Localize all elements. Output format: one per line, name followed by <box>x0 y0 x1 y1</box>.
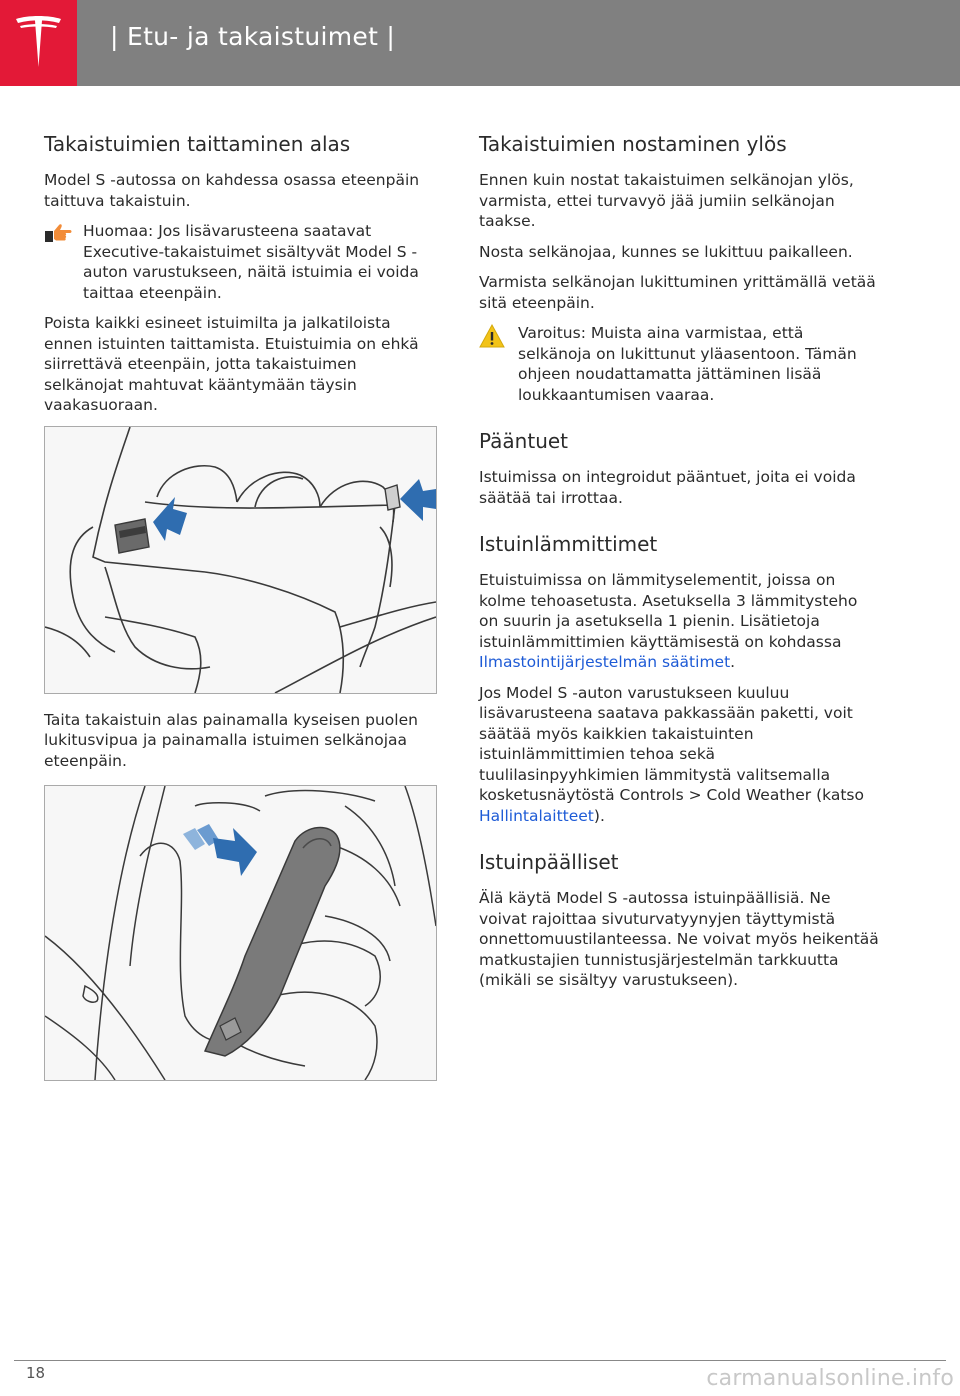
heading-seat-covers: Istuinpäälliset <box>479 850 619 874</box>
warning-text: Varoitus: Muista aina varmistaa, että selkänoja on lukittunut yläasentoon. Tämän ohjeen noudattamatta jättäminen lisää loukkaantumisen vaaraa. <box>518 324 857 404</box>
paragraph: Poista kaikki esineet istuimilta ja jalkatiloista ennen istuinten taittamista. Etuistuimia on ehkä siirrettävä eteenpäin, jotta takaistuimen selkänojat mahtuvat kääntymään täysin vaakasuoraan. <box>44 314 419 414</box>
paragraph: Taita takaistuin alas painamalla kyseisen puolen lukitusvipua ja painamalla istuimen selkänojaa eteenpäin. <box>44 710 418 770</box>
paragraph: Etuistuimissa on lämmityselementit, joissa on kolme tehoasetusta. Asetuksella 3 lämmitysteho on suurin ja asetuksella 1 pienin. Lisätietoja istuinlämmittimien käyttämisestä on kohdassa Ilmastointijärjestelmän säätimet. <box>479 571 858 671</box>
heading-raise-up: Takaistuimien nostaminen ylös <box>479 132 787 156</box>
paragraph: Älä käytä Model S -autossa istuinpäällisiä. Ne voivat rajoittaa sivuturvatyynyjen täyttymistä onnettomuustilanteessa. Ne voivat myös heikentää matkustajien tunnistusjärjestelmän tarkkuutta (mikäli se sisältyy varustukseen). <box>479 889 879 989</box>
paragraph: Model S -autossa on kahdessa osassa eteenpäin taittuva takaistuin. <box>44 171 420 210</box>
paragraph: Ennen kuin nostat takaistuimen selkänojan ylös, varmista, ettei turvavyö jää jumiin selkänojan taakse. <box>479 171 854 230</box>
link-climate-controls[interactable]: Ilmastointijärjestelmän säätimet <box>479 653 731 671</box>
note-text: Huomaa: Jos lisävarusteena saatavat Executive-takaistuimet sisältyvät Model S -auton varustukseen, näitä istuimia ei voida taittaa eteenpäin. <box>83 222 419 302</box>
illustration-fold-backrest <box>44 785 437 1081</box>
footer-divider <box>14 1360 946 1361</box>
note-box <box>44 221 439 303</box>
page-header <box>0 0 960 86</box>
paragraph: Istuimissa on integroidut pääntuet, joita ei voida säätää tai irrottaa. <box>479 468 856 507</box>
warning-box <box>479 323 879 405</box>
watermark: carmanualsonline.info <box>706 1366 954 1391</box>
right-column <box>479 130 879 1001</box>
left-column <box>44 130 439 1097</box>
section-title: | Etu- ja takaistuimet | <box>110 22 396 51</box>
pointing-hand-icon <box>44 222 72 248</box>
heading-seat-heaters: Istuinlämmittimet <box>479 532 658 556</box>
tesla-logo-icon <box>14 15 63 71</box>
brand-logo <box>0 0 77 86</box>
heading-headrests: Pääntuet <box>479 429 569 453</box>
heading-fold-down: Takaistuimien taittaminen alas <box>44 132 351 156</box>
page-number: 18 <box>26 1364 46 1382</box>
paragraph: Varmista selkänojan lukittuminen yrittämällä vetää sitä eteenpäin. <box>479 273 876 312</box>
illustration-seat-latches <box>44 426 437 694</box>
link-controls[interactable]: Hallintalaitteet <box>479 806 594 825</box>
paragraph: Jos Model S -auton varustukseen kuuluu lisävarusteena saatava pakkassään paketti, voit säätää myös kaikkien takaistuinten istuinlämmittimien tehoa sekä tuulilasinpyyhkimien lämmitystä valitsemalla kosketusnäytöstä Controls > Cold Weather (katso Hallintalaitteet). <box>479 683 864 825</box>
warning-triangle-icon <box>479 324 505 352</box>
paragraph: Nosta selkänojaa, kunnes se lukittuu paikalleen. <box>479 242 853 261</box>
